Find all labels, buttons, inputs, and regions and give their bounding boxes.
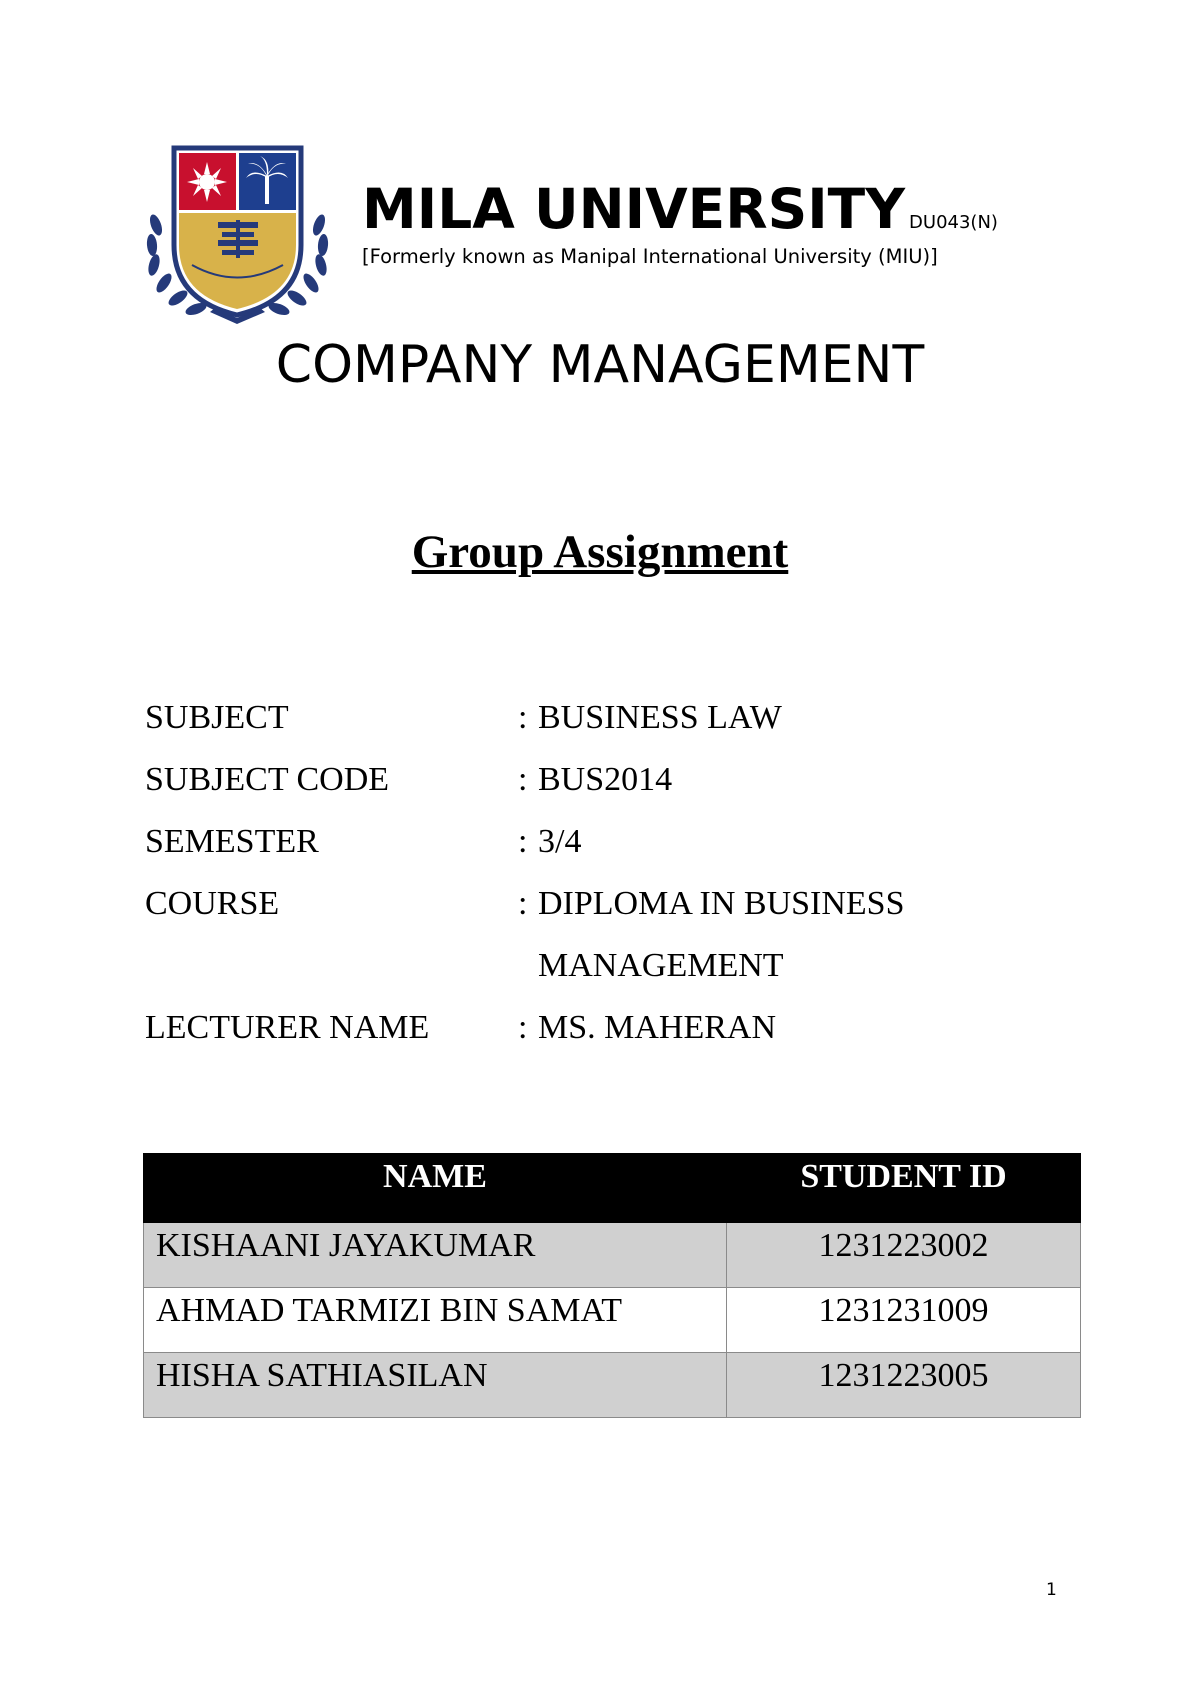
detail-label: COURSE	[145, 885, 280, 922]
page-number: 1	[1046, 1580, 1057, 1600]
student-id: 1231223002	[727, 1223, 1081, 1288]
document-subtitle: Group Assignment	[411, 526, 789, 578]
detail-label: SUBJECT	[145, 699, 289, 736]
detail-row-lecturer	[145, 1011, 1105, 1073]
table-row	[144, 1288, 1081, 1353]
detail-colon: :	[518, 885, 528, 922]
detail-value: 3/4	[538, 823, 582, 860]
detail-label: SUBJECT CODE	[145, 761, 390, 798]
detail-value: BUSINESS LAW	[538, 699, 782, 736]
student-id: 1231231009	[727, 1288, 1081, 1353]
detail-value-line-2: MANAGEMENT	[538, 947, 784, 984]
table-header-row	[144, 1154, 1081, 1223]
university-name: MILA UNIVERSITY	[362, 177, 906, 241]
student-name: KISHAANI JAYAKUMAR	[144, 1223, 727, 1288]
detail-colon: :	[518, 1009, 528, 1046]
detail-value: MS. MAHERAN	[538, 1009, 777, 1046]
table-row	[144, 1353, 1081, 1418]
student-id: 1231223005	[727, 1353, 1081, 1418]
table-row	[144, 1223, 1081, 1288]
detail-value-line-1: DIPLOMA IN BUSINESS	[538, 885, 905, 922]
detail-label: SEMESTER	[145, 823, 319, 860]
header-student-id: STUDENT ID	[727, 1154, 1081, 1223]
student-name: HISHA SATHIASILAN	[144, 1353, 727, 1418]
university-code: DU043(N)	[909, 212, 998, 233]
detail-value	[538, 873, 1105, 997]
detail-colon: :	[518, 761, 528, 798]
detail-colon: :	[518, 823, 528, 860]
detail-row-course	[145, 887, 1105, 1011]
university-crest-icon	[140, 140, 335, 325]
brand-text	[362, 177, 998, 268]
document-title: COMPANY MANAGEMENT	[275, 335, 925, 395]
university-logo	[140, 140, 1040, 330]
detail-value: BUS2014	[538, 761, 673, 798]
student-name: AHMAD TARMIZI BIN SAMAT	[144, 1288, 727, 1353]
detail-label: LECTURER NAME	[145, 1009, 430, 1046]
student-table	[143, 1153, 1081, 1418]
assignment-details	[145, 701, 1105, 1073]
header-name: NAME	[144, 1154, 727, 1223]
detail-colon: :	[518, 699, 528, 736]
formerly-known-as: [Formerly known as Manipal International University (MIU)]	[362, 245, 938, 268]
